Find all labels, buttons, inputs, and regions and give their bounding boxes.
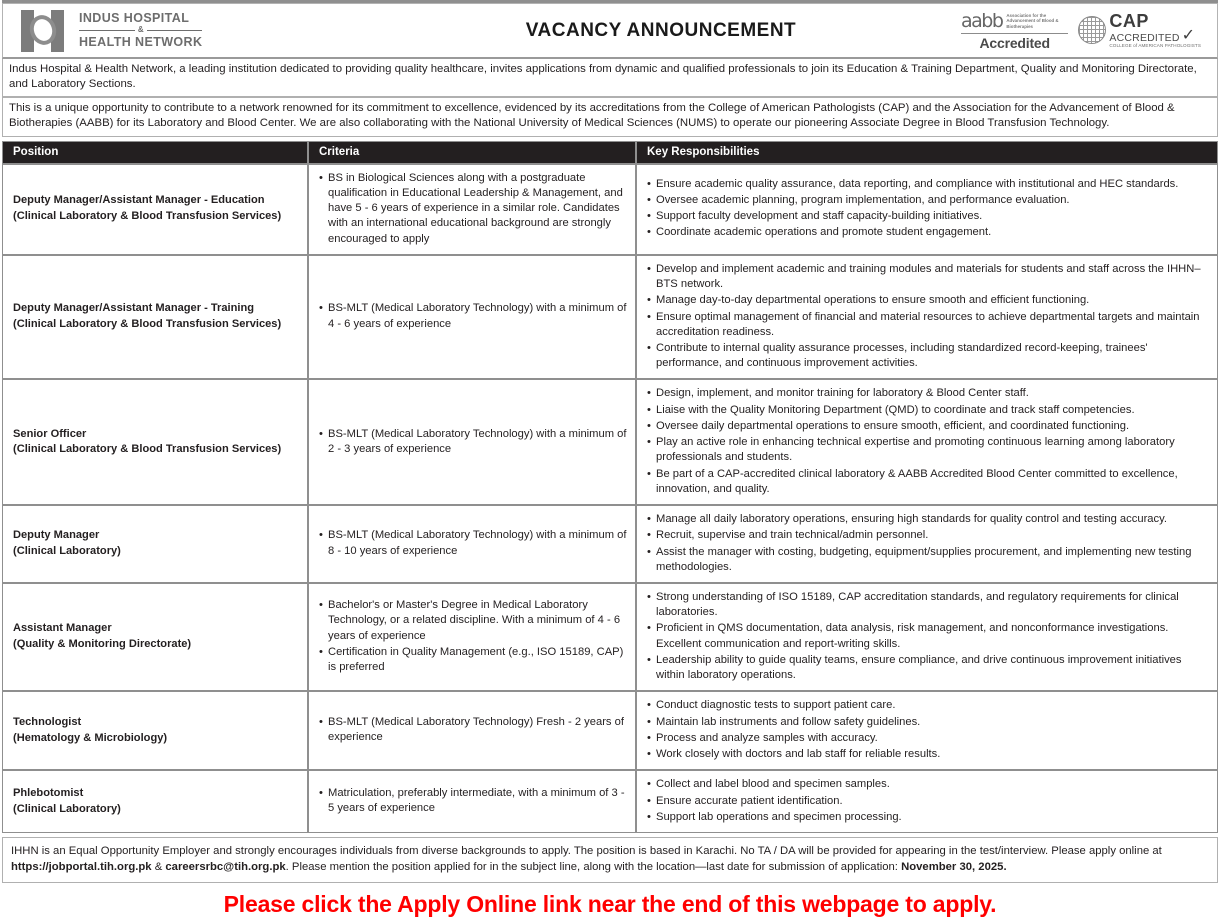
criteria-cell [308,505,636,583]
cap-wordmark: CAP [1109,11,1149,32]
responsibilities-cell [636,505,1218,583]
responsibility-item: • Manage day-to-day departmental operations to ensure smooth and efficient functioning. [647,293,1209,308]
responsibility-item: • Design, implement, and monitor training for laboratory & Blood Center staff. [647,386,1209,401]
responsibility-item: • Develop and implement academic and training modules and materials for students and staff across the IHHN–BTS network. [647,262,1209,292]
responsibility-item: • Maintain lab instruments and follow safety guidelines. [647,715,1209,730]
table-row [2,255,1218,380]
cap-college-label: COLLEGE of AMERICAN PATHOLOGISTS [1109,43,1201,49]
position-cell [2,583,308,691]
position-department: (Clinical Laboratory & Blood Transfusion Services) [13,318,282,331]
responsibility-item: • Contribute to internal quality assurance processes, including standardized record-keeping, trainees' performance, and continuous improvement activities. [647,341,1209,371]
responsibility-item: • Support faculty development and staff capacity-building initiatives. [647,209,1209,224]
responsibility-item: • Be part of a CAP-accredited clinical laboratory & AABB Accredited Blood Center committed to excellence, innovation, and quality. [647,467,1209,497]
aabb-accredited-label: Accredited [979,35,1050,51]
criteria-cell [308,164,636,255]
ihhn-logo [3,10,321,52]
criteria-item: • BS-MLT (Medical Laboratory Technology) with a minimum of 8 - 10 years of experience [319,528,627,558]
aabb-logo [961,10,1068,51]
criteria-item: • BS-MLT (Medical Laboratory Technology) with a minimum of 4 - 6 years of experience [319,301,627,331]
position-department: (Clinical Laboratory & Blood Transfusion Services) [13,443,282,456]
position-department: (Clinical Laboratory) [13,545,121,558]
position-title: Assistant Manager [13,622,112,635]
responsibility-item: • Assist the manager with costing, budgeting, equipment/supplies procurement, and implementing new testing methodologies. [647,545,1209,575]
responsibility-item: • Work closely with doctors and lab staff for reliable results. [647,747,1209,762]
cap-accredited-label: ACCREDITED [1109,31,1180,44]
responsibility-item: • Oversee daily departmental operations to ensure smooth, efficient, and coordinated functioning. [647,419,1209,434]
apply-website-link[interactable]: https://jobportal.tih.org.pk [11,861,152,874]
criteria-cell [308,255,636,380]
responsibility-item: • Conduct diagnostic tests to support patient care. [647,698,1209,713]
position-cell [2,770,308,833]
position-department: (Hematology & Microbiology) [13,731,168,744]
aabb-wordmark: aabb [960,10,1003,32]
footer-conjunction: & [151,861,166,874]
criteria-item: • BS-MLT (Medical Laboratory Technology) with a minimum of 2 - 3 years of experience [319,427,627,457]
position-cell [2,691,308,770]
table-header-row [2,141,1218,164]
intro-paragraph-1: Indus Hospital & Health Network, a leading institution dedicated to providing quality healthcare, invites applications from dynamic and qualified professionals to join its Education & Training Department, Quality and Monitoring Directorate, and Laboratory Sections. [2,59,1218,97]
responsibility-item: • Recruit, supervise and train technical/admin personnel. [647,528,1209,543]
position-title: Deputy Manager [13,529,100,542]
criteria-cell [308,691,636,770]
column-header-criteria: Criteria [308,141,636,164]
table-row [2,505,1218,583]
position-title: Deputy Manager/Assistant Manager - Training [13,302,255,315]
logo-ampersand: & [79,26,202,34]
responsibility-item: • Leadership ability to guide quality teams, ensure compliance, and drive continuous improvement initiatives within laboratory operations. [647,653,1209,683]
criteria-cell [308,583,636,691]
globe-icon [1078,16,1106,44]
criteria-item: • Certification in Quality Management (e.g., ISO 15189, CAP) is preferred [319,645,627,675]
responsibility-item: • Ensure accurate patient identification. [647,794,1209,809]
criteria-item: • Bachelor's or Master's Degree in Medical Laboratory Technology, or a related discipline. With a minimum of 4 - 6 years of experience [319,598,627,644]
table-row [2,164,1218,255]
responsibility-item: • Collect and label blood and specimen samples. [647,777,1209,792]
criteria-item: • Matriculation, preferably intermediate, with a minimum of 3 - 5 years of experience [319,786,627,816]
cap-logo [1078,12,1201,48]
position-department: (Clinical Laboratory) [13,802,121,815]
position-department: (Clinical Laboratory & Blood Transfusion Services) [13,210,282,223]
column-header-position: Position [2,141,308,164]
responsibilities-cell [636,164,1218,255]
criteria-item: • BS-MLT (Medical Laboratory Technology) Fresh - 2 years of experience [319,715,627,745]
submission-deadline: November 30, 2025. [901,861,1007,874]
apply-email-link[interactable]: careersrbc@tih.org.pk [165,861,286,874]
position-cell [2,164,308,255]
logo-line-2: HEALTH NETWORK [79,34,203,49]
position-title: Senior Officer [13,427,87,440]
responsibility-item: • Oversee academic planning, program implementation, and performance evaluation. [647,193,1209,208]
page-title: VACANCY ANNOUNCEMENT [525,19,797,41]
responsibilities-cell [636,255,1218,380]
responsibility-item: • Proficient in QMS documentation, data analysis, risk management, and nonconformance investigations. Excellent communication and report-writing skills. [647,621,1209,651]
responsibilities-cell [636,770,1218,833]
table-row [2,770,1218,833]
footer-text-part-1: IHHN is an Equal Opportunity Employer and strongly encourages individuals from diverse backgrounds to apply. The position is based in Karachi. No TA / DA will be provided for appearing in the test/interview. Please apply online at [11,845,1162,858]
responsibility-item: • Play an active role in enhancing technical expertise and promoting continuous learning among laboratory professionals and students. [647,435,1209,465]
criteria-cell [308,379,636,505]
page-header [2,3,1218,59]
logo-line-1: INDUS HOSPITAL [79,11,190,26]
responsibilities-cell [636,691,1218,770]
column-header-responsibilities: Key Responsibilities [636,141,1218,164]
position-title: Deputy Manager/Assistant Manager - Education [13,194,265,207]
vacancy-table [2,141,1218,833]
responsibility-item: • Coordinate academic operations and promote student engagement. [647,225,1209,240]
footer-text-part-2: . Please mention the position applied for in the subject line, along with the location—last date for submission of application: [285,861,902,874]
position-cell [2,255,308,380]
responsibility-item: • Support lab operations and specimen processing. [647,810,1209,825]
accreditation-logos [961,10,1217,51]
apply-online-note: Please click the Apply Online link near the end of this webpage to apply. [223,890,997,917]
table-row [2,379,1218,505]
responsibility-item: • Process and analyze samples with accuracy. [647,731,1209,746]
responsibilities-cell [636,583,1218,691]
table-row [2,691,1218,770]
table-body [2,164,1218,833]
responsibility-item: • Ensure optimal management of financial and material resources to achieve departmental targets and maintain accreditation readiness. [647,310,1209,340]
position-department: (Quality & Monitoring Directorate) [13,638,192,651]
ihhn-logo-icon [21,10,65,52]
responsibility-item: • Liaise with the Quality Monitoring Department (QMD) to coordinate and track staff competencies. [647,403,1209,418]
responsibility-item: • Strong understanding of ISO 15189, CAP accreditation standards, and regulatory requirements for clinical laboratories. [647,590,1209,620]
responsibility-item: • Manage all daily laboratory operations, ensuring high standards for quality control and testing accuracy. [647,512,1209,527]
ihhn-logo-text [79,12,202,49]
position-title: Phlebotomist [13,786,84,799]
criteria-item: • BS in Biological Sciences along with a postgraduate qualification in Educational Leadership & Management, and have 5 - 6 years of experience in a similar role. Candidates with an international educational background are strongly encouraged to apply [319,171,627,247]
responsibility-item: • Ensure academic quality assurance, data reporting, and compliance with institutional and HEC standards. [647,177,1209,192]
footer-note [2,837,1218,883]
responsibilities-cell [636,379,1218,505]
checkmark-icon: ✓ [1181,27,1196,45]
position-title: Technologist [13,716,82,729]
position-cell [2,505,308,583]
position-cell [2,379,308,505]
intro-paragraph-2: This is a unique opportunity to contribute to a network renowned for its commitment to excellence, evidenced by its accreditations from the College of American Pathologists (CAP) and the Association for the Advancement of Blood & Biotherapies (AABB) for its Laboratory and Blood Center. We are also collaborating with the National University of Medical Sciences (NUMS) to operate our pioneering Associate Degree in Blood Transfusion Technology. [2,97,1218,136]
aabb-tagline: Association for the Advancement of Blood & Biotherapies [1006,12,1059,29]
table-row [2,583,1218,691]
criteria-cell [308,770,636,833]
